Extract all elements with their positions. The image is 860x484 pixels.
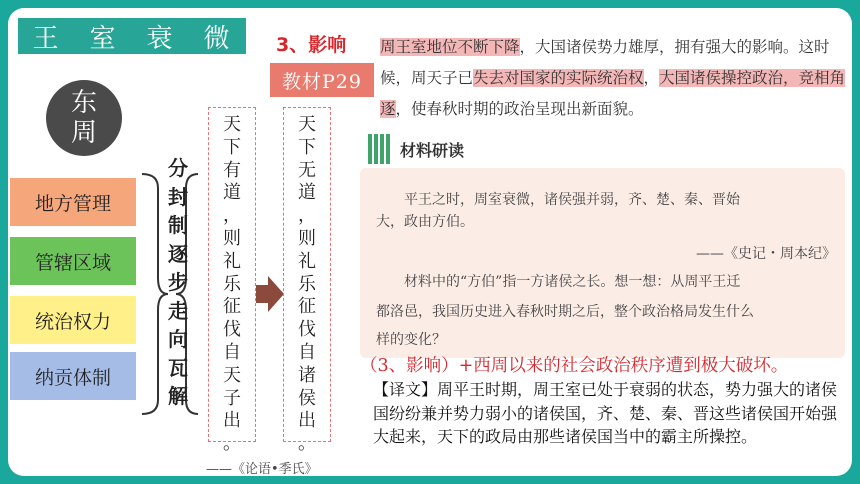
era-badge-line2: 周 [70, 118, 97, 148]
fenfeng-char: 瓦 [168, 355, 188, 380]
fenfeng-char: 制 [168, 213, 188, 237]
material-source: ——《史记・周本纪》 [696, 246, 836, 262]
highlight-text: 周王室地位不断下降 [380, 38, 520, 56]
title-char: 微 [203, 23, 232, 54]
title-char: 室 [89, 23, 118, 54]
material-line: 都洛邑，我国历史进入春秋时期之后，整个政治格局发生什么 [376, 304, 754, 320]
quote-citation: ——《论语•季氏》 [206, 462, 318, 476]
translation-text: 【译文】周平王时期，周王室已处于衰弱的状态，势力强大的诸侯国纷纷兼并势力弱小的诸侯国，齐、楚、秦、晋这些诸侯国开始强大起来，天下的政局由那些诸侯国当中的霸主所操控。 [373, 380, 838, 446]
book-icon [368, 134, 390, 164]
right-arrow-icon [256, 276, 284, 312]
title-char: 衰 [146, 23, 175, 54]
highlight-text: 大国诸侯操控政治，竞相角逐 [380, 69, 846, 118]
paragraph-text: ，大国诸侯势力雄厚，拥有强大的影响。这时候，周天子已 [380, 38, 830, 87]
material-line: 材料中的“方伯”指一方诸侯之长。想一想：从周平王迁 [404, 274, 741, 290]
material-line: 平王之时，周室衰微，诸侯强并弱，齐、楚、秦、晋始 [404, 192, 740, 208]
impact-heading: 3、影响 [276, 34, 347, 56]
fenfeng-char: 步 [168, 270, 188, 294]
fenfeng-char: 分 [168, 156, 188, 180]
fenfeng-vertical-text [168, 154, 188, 411]
paragraph-text: ，使春秋时期的政治呈现出新面貌。 [395, 100, 644, 118]
quote-box-without-dao [283, 107, 331, 455]
impact-note: （3、影响）+西周以来的社会政治秩序遭到极大破坏。 [360, 356, 789, 376]
impact-paragraph [380, 32, 850, 125]
material-line: 样的变化？ [376, 332, 446, 348]
left-brace [142, 174, 168, 414]
material-line: 大，政由方伯。 [376, 214, 474, 230]
paragraph-text: ， [643, 69, 660, 87]
management-item-power: 统治权力 [10, 296, 136, 344]
management-item-territory: 管辖区域 [10, 237, 136, 285]
textbook-page-label: 教材P29 [270, 63, 374, 97]
management-item-tribute: 纳贡体制 [10, 352, 136, 400]
quote-box-with-dao [208, 107, 256, 455]
era-badge-line1: 东 [70, 88, 97, 118]
fenfeng-char: 封 [168, 184, 188, 209]
management-item-local: 地方管理 [10, 178, 136, 226]
fenfeng-char: 解 [168, 384, 188, 408]
slide [8, 8, 852, 476]
quote-left-vertical: 天 下 有 道 ， 则 礼 乐 征 伐 自 天 子 出 。 [223, 114, 241, 455]
material-box [360, 168, 845, 358]
title-char: 王 [32, 23, 61, 54]
fenfeng-char: 向 [168, 327, 188, 351]
fenfeng-char: 走 [168, 298, 188, 323]
material-header [368, 134, 464, 164]
quote-right-vertical: 天 下 无 道 ， 则 礼 乐 征 伐 自 诸 侯 出 。 [298, 114, 316, 455]
fenfeng-char: 逐 [168, 241, 188, 266]
highlight-text: 失去对国家的实际统治权 [473, 69, 644, 87]
material-heading: 材料研读 [400, 140, 465, 160]
